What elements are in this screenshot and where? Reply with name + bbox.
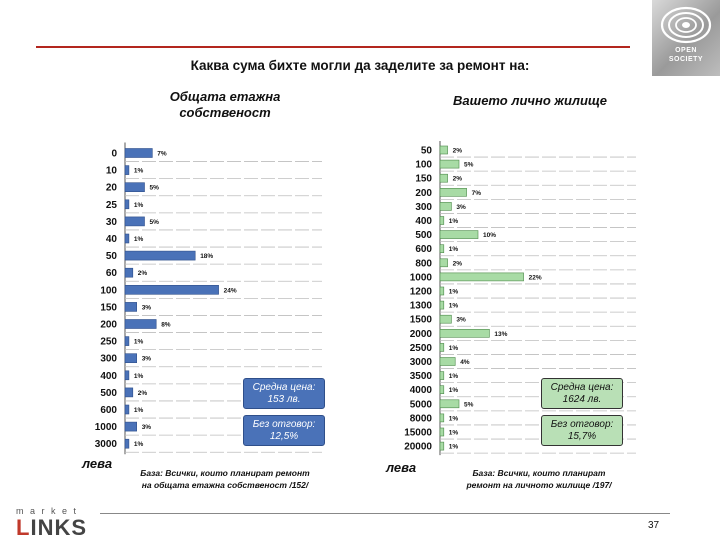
left-bar [125,200,129,209]
left-category-label: 400 [100,370,117,382]
left-value-label: 1% [133,167,144,175]
left-category-label: 1000 [94,422,117,434]
right-category-label: 3500 [409,371,432,383]
right-value-label: 1% [448,387,459,395]
page-title: Каква сума бихте могли да заделите за ремонт на: [190,58,530,73]
right-category-label: 20000 [404,441,432,453]
right-category-label: 50 [420,145,432,157]
left-bar [125,337,129,346]
right-value-label: 1% [448,246,459,254]
right-bar [440,386,444,394]
right-bar [440,287,444,295]
left-category-label: 600 [100,405,117,416]
right-base-note [446,467,632,491]
page-number: 37 [648,520,660,531]
left-value-label: 1% [133,236,144,243]
left-base-note-line2: на общата етажна собственост /152/ [141,480,309,490]
right-bar [440,315,451,323]
right-category-label: 150 [415,173,432,185]
left-category-label: 200 [100,319,117,331]
left-unit-label: лева [82,456,113,471]
right-bar [440,442,444,450]
right-bar [440,329,489,337]
left-category-label: 25 [105,199,117,211]
right-category-label: 5000 [409,399,432,411]
right-bar [440,188,467,196]
right-category-label: 200 [415,187,432,199]
left-category-label: 0 [111,148,117,160]
right-value-label: 22% [528,274,542,282]
left-value-label: 3% [141,424,152,432]
left-bar [125,251,195,260]
right-value-label: 5% [464,161,474,169]
left-value-label: 5% [149,218,159,226]
right-bar [440,160,459,168]
left-category-label: 20 [105,182,117,194]
right-value-label: 1% [448,302,459,310]
right-bar [440,259,448,267]
left-chart-title: Общата етажна собственост [169,89,281,120]
right-value-label: 2% [452,175,463,183]
left-base-note [112,467,338,491]
right-category-label: 600 [415,244,432,256]
left-bar [125,183,145,192]
left-value-label: 8% [161,321,171,329]
right-category-label: 1500 [409,314,432,326]
right-category-label: 800 [415,258,432,270]
left-bar [125,371,129,380]
right-value-label: 10% [483,232,497,240]
right-category-label: 100 [415,159,432,171]
right-bar [440,217,444,225]
right-category-label: 3000 [409,357,432,368]
left-value-label: 18% [200,253,214,261]
left-bar [125,149,152,158]
right-category-label: 8000 [409,413,432,425]
right-value-label: 4% [460,359,470,366]
right-category-label: 15000 [404,427,432,439]
right-value-label: 3% [456,316,466,324]
left-value-label: 3% [141,355,152,363]
left-value-label: 7% [157,150,167,158]
market-links-logo [16,506,106,540]
right-value-label: 1% [448,415,459,423]
left-bar [125,268,133,277]
left-category-label: 3000 [94,439,117,451]
left-category-label: 150 [100,302,117,314]
left-value-label: 2% [137,270,148,278]
right-category-label: 500 [415,230,432,242]
open-society-line2: SOCIETY [668,56,704,63]
right-category-label: 1300 [409,300,432,312]
right-value-label: 1% [448,218,459,225]
left-category-label: 10 [105,165,117,177]
left-value-label: 1% [133,338,144,346]
right-value-label: 2% [452,147,463,155]
right-bar [440,174,448,182]
left-avg-price-callout: Средна цена: 153 лв. [243,378,325,409]
right-no-answer-callout: Без отговор: 15,7% [541,415,623,446]
right-value-label: 13% [494,330,508,338]
left-bar [125,234,129,243]
right-bar [440,202,451,210]
left-category-label: 30 [105,216,117,228]
left-value-label: 2% [137,389,148,397]
right-value-label: 5% [464,401,474,409]
left-bar [125,302,137,311]
right-unit-label: лева [386,460,417,475]
left-category-label: 60 [105,268,117,280]
left-bar [125,439,129,448]
right-avg-price-callout: Средна цена: 1624 лв. [541,378,623,409]
left-bar [125,166,129,175]
right-bar [440,146,448,154]
left-value-label: 1% [133,201,144,209]
market-links-accent-letter: L [16,515,31,540]
right-value-label: 7% [471,189,482,197]
left-base-note-line1: База: Всички, които планират ремонт [140,468,310,478]
left-value-label: 1% [133,441,144,449]
left-category-label: 100 [100,285,117,297]
market-links-rest: INKS [30,515,88,540]
right-category-label: 1200 [409,286,432,298]
left-bar [125,285,219,294]
right-base-note-line2: ремонт на личното жилище /197/ [466,480,612,490]
right-category-label: 1000 [409,272,432,284]
left-category-label: 50 [105,251,117,263]
right-bar [440,273,524,281]
right-category-label: 2000 [409,328,432,340]
left-no-answer-callout: Без отговор: 12,5% [243,415,325,446]
left-category-label: 500 [100,387,117,399]
left-bar [125,388,133,397]
right-value-label: 3% [456,203,466,211]
left-category-label: 40 [105,234,117,245]
left-value-label: 24% [223,287,237,295]
open-society-line1: OPEN [675,47,697,54]
right-value-label: 1% [448,344,459,352]
right-category-label: 300 [415,201,432,213]
left-bar [125,405,129,414]
left-bar [125,320,156,329]
market-links-top-text: market [16,506,83,516]
right-value-label: 2% [452,260,463,268]
right-bar [440,372,444,380]
right-category-label: 4000 [409,385,432,397]
right-category-label: 400 [415,216,432,227]
left-bar [125,217,145,226]
left-bar [125,422,137,431]
right-chart-title: Вашето лично жилище [453,93,607,108]
left-value-label: 5% [149,184,159,192]
right-bar [440,358,455,366]
right-base-note-line1: База: Всички, които планират [472,468,606,478]
right-value-label: 1% [448,443,459,451]
right-bar [440,231,478,239]
right-bar [440,301,444,309]
left-value-label: 1% [133,407,144,414]
left-value-label: 1% [133,372,144,380]
left-bar [125,354,137,363]
right-bar [440,428,444,436]
left-category-label: 250 [100,336,117,348]
left-value-label: 3% [141,304,152,312]
right-value-label: 1% [448,373,459,381]
right-bar [440,400,459,408]
right-bar [440,414,444,422]
right-category-label: 2500 [409,342,432,354]
right-bar [440,245,444,253]
right-value-label: 1% [448,288,459,296]
market-links-wordmark [16,515,87,541]
right-bar [440,343,444,351]
bottom-rule [100,513,670,514]
left-category-label: 300 [100,353,117,365]
right-value-label: 1% [448,429,459,437]
